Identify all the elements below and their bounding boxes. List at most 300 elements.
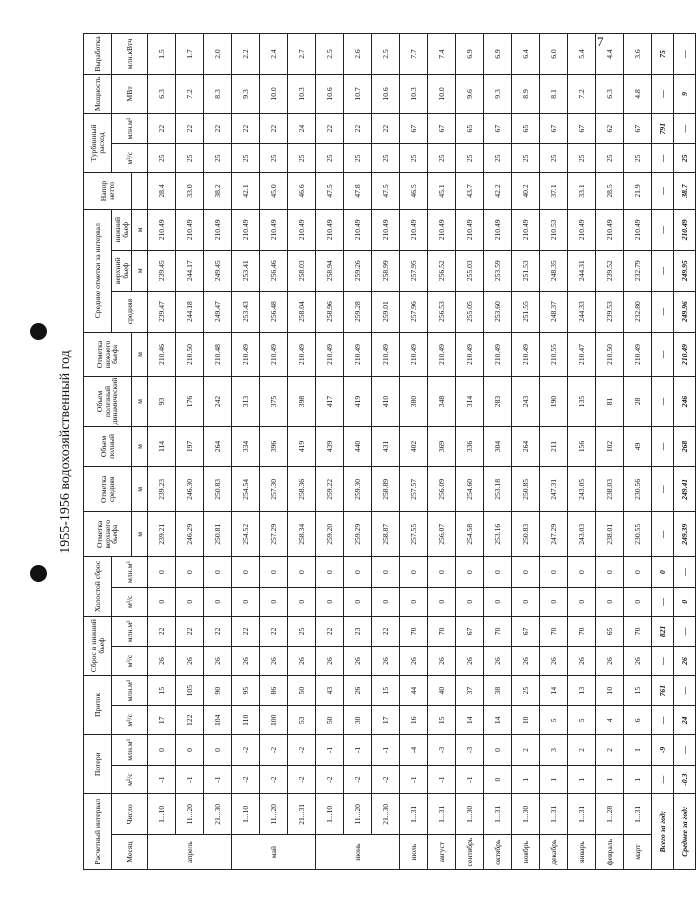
- cell-idle-vol: 0: [344, 557, 372, 588]
- cell-turb-q: 25: [316, 144, 344, 173]
- cell-turb-q: 25: [372, 144, 400, 173]
- cell-vol-useful: 398: [288, 377, 316, 426]
- cell-avg-mark: 256.48: [260, 291, 288, 332]
- cell-turb-vol: 62: [596, 113, 624, 144]
- cell-turb-vol: 22: [204, 113, 232, 144]
- average-cell: 0: [674, 587, 696, 616]
- cell-idle-q: 0: [596, 587, 624, 616]
- hdr-losses: Потери: [84, 735, 112, 794]
- cell-lower-pool: 210.49: [568, 209, 596, 250]
- cell-turb-vol: 67: [400, 113, 428, 144]
- cell-vol-full: 211: [540, 426, 568, 467]
- cell-upstream: 254.58: [456, 512, 484, 557]
- average-cell: 249.95: [674, 250, 696, 291]
- cell-upper-pool: 258.03: [288, 250, 316, 291]
- cell-vol-full: 304: [484, 426, 512, 467]
- total-cell: —: [652, 706, 674, 735]
- cell-downstream: 210.50: [176, 332, 204, 377]
- cell-avg-level: 230.56: [624, 467, 652, 512]
- cell-loss-q: 0: [484, 765, 512, 794]
- cell-disch-vol: 70: [428, 616, 456, 647]
- cell-output: 2.5: [372, 34, 400, 75]
- cell-avg-mark: 259.01: [372, 291, 400, 332]
- cell-vol-full: 114: [148, 426, 176, 467]
- cell-avg-level: 239.23: [148, 467, 176, 512]
- cell-disch-q: 26: [288, 647, 316, 676]
- cell-upstream: 258.34: [288, 512, 316, 557]
- unit-m: м: [132, 512, 148, 557]
- total-cell: —: [652, 250, 674, 291]
- cell-turb-q: 25: [540, 144, 568, 173]
- cell-avg-mark: 244.33: [568, 291, 596, 332]
- cell-head: 28.5: [596, 173, 624, 210]
- total-cell: 75: [652, 34, 674, 75]
- cell-idle-vol: 0: [512, 557, 540, 588]
- cell-idle-vol: 0: [260, 557, 288, 588]
- cell-downstream: 210.55: [540, 332, 568, 377]
- total-cell: —: [652, 765, 674, 794]
- cell-head: 42.1: [232, 173, 260, 210]
- cell-idle-q: 0: [400, 587, 428, 616]
- cell-loss-q: -2: [344, 765, 372, 794]
- cell-disch-vol: 22: [176, 616, 204, 647]
- document-title: 1955-1956 водохозяйственный год: [58, 350, 73, 554]
- cell-head: 21.9: [624, 173, 652, 210]
- cell-upstream: 247.29: [540, 512, 568, 557]
- cell-idle-vol: 0: [596, 557, 624, 588]
- cell-upstream: 250.83: [512, 512, 540, 557]
- cell-output: 4.4: [596, 34, 624, 75]
- cell-turb-q: 25: [456, 144, 484, 173]
- cell-upper-pool: 253.41: [232, 250, 260, 291]
- cell-avg-level: 254.54: [232, 467, 260, 512]
- cell-disch-vol: 70: [568, 616, 596, 647]
- cell-avg-mark: 258.96: [316, 291, 344, 332]
- cell-day: 1...31: [428, 794, 456, 835]
- cell-idle-vol: 0: [624, 557, 652, 588]
- cell-avg-mark: 239.53: [596, 291, 624, 332]
- cell-vol-useful: 313: [232, 377, 260, 426]
- total-cell: -9: [652, 735, 674, 766]
- cell-vol-useful: 243: [512, 377, 540, 426]
- cell-downstream: 210.49: [428, 332, 456, 377]
- cell-lower-pool: 210.49: [176, 209, 204, 250]
- cell-inflow-q: 14: [456, 706, 484, 735]
- cell-inflow-vol: 15: [372, 675, 400, 706]
- cell-head: 38.2: [204, 173, 232, 210]
- average-cell: —: [674, 557, 696, 588]
- hdr-full-volume: Объем полный: [84, 426, 132, 467]
- hdr-downstream-level: Отметка нижнего бьефа: [84, 332, 132, 377]
- cell-upper-pool: 257.95: [400, 250, 428, 291]
- total-cell: 821: [652, 616, 674, 647]
- cell-loss-vol: 0: [148, 735, 176, 766]
- cell-avg-mark: 248.37: [540, 291, 568, 332]
- cell-turb-vol: 22: [344, 113, 372, 144]
- average-cell: 38.7: [674, 173, 696, 210]
- cell-day: 1...31: [484, 794, 512, 835]
- cell-upstream: 254.52: [232, 512, 260, 557]
- total-cell: —: [652, 587, 674, 616]
- cell-idle-vol: 0: [484, 557, 512, 588]
- cell-vol-full: 431: [372, 426, 400, 467]
- average-cell: 210.49: [674, 209, 696, 250]
- cell-avg-level: 258.36: [288, 467, 316, 512]
- hdr-power: Мощность: [84, 75, 112, 114]
- cell-inflow-vol: 13: [568, 675, 596, 706]
- cell-inflow-q: 4: [596, 706, 624, 735]
- cell-loss-vol: -3: [456, 735, 484, 766]
- cell-day: 11...20: [344, 794, 372, 835]
- hdr-discharge-down: Сброс в нижний бьеф: [84, 616, 112, 675]
- total-label: Всего за год:: [652, 794, 674, 870]
- average-cell: 24: [674, 706, 696, 735]
- average-row: [674, 34, 696, 870]
- page-number: 7: [597, 34, 604, 49]
- unit-vol: млн.м³: [112, 557, 148, 588]
- cell-upstream: 230.55: [624, 512, 652, 557]
- cell-lower-pool: 210.53: [540, 209, 568, 250]
- unit-vol: млн.м³: [112, 616, 148, 647]
- cell-avg-mark: 259.28: [344, 291, 372, 332]
- cell-head: 43.7: [456, 173, 484, 210]
- cell-upper-pool: 232.79: [624, 250, 652, 291]
- cell-vol-useful: 190: [540, 377, 568, 426]
- cell-day: 1...10: [316, 794, 344, 835]
- cell-idle-q: 0: [512, 587, 540, 616]
- cell-upstream: 243.03: [568, 512, 596, 557]
- cell-loss-q: 1: [540, 765, 568, 794]
- cell-upstream: 259.20: [316, 512, 344, 557]
- cell-loss-vol: 3: [540, 735, 568, 766]
- cell-idle-q: 0: [372, 587, 400, 616]
- cell-upper-pool: 253.59: [484, 250, 512, 291]
- cell-avg-level: 257.30: [260, 467, 288, 512]
- cell-disch-vol: 70: [400, 616, 428, 647]
- cell-upper-pool: 239.45: [148, 250, 176, 291]
- total-cell: —: [652, 467, 674, 512]
- month-cell: июнь: [316, 835, 400, 870]
- cell-power: 7.2: [568, 75, 596, 114]
- cell-lower-pool: 210.49: [204, 209, 232, 250]
- cell-disch-q: 26: [624, 647, 652, 676]
- cell-day: 1...10: [148, 794, 176, 835]
- cell-lower-pool: 210.49: [400, 209, 428, 250]
- punch-hole-top: [30, 323, 47, 340]
- cell-loss-vol: -3: [428, 735, 456, 766]
- cell-avg-level: 258.89: [372, 467, 400, 512]
- cell-inflow-vol: 90: [204, 675, 232, 706]
- cell-turb-q: 25: [596, 144, 624, 173]
- cell-avg-level: 257.57: [400, 467, 428, 512]
- cell-upstream: 250.81: [204, 512, 232, 557]
- cell-idle-q: 0: [148, 587, 176, 616]
- cell-vol-useful: 417: [316, 377, 344, 426]
- table-row: [176, 34, 204, 870]
- cell-inflow-q: 17: [372, 706, 400, 735]
- cell-idle-vol: 0: [204, 557, 232, 588]
- cell-vol-full: 369: [428, 426, 456, 467]
- cell-idle-vol: 0: [456, 557, 484, 588]
- cell-idle-q: 0: [624, 587, 652, 616]
- cell-turb-q: 25: [568, 144, 596, 173]
- unit-vol: млн.м³: [112, 735, 148, 766]
- cell-disch-q: 26: [596, 647, 624, 676]
- cell-vol-full: 156: [568, 426, 596, 467]
- cell-disch-vol: 25: [288, 616, 316, 647]
- cell-lower-pool: 210.49: [232, 209, 260, 250]
- hdr-head: Напор нетто: [84, 173, 132, 210]
- cell-output: 2.0: [204, 34, 232, 75]
- cell-inflow-q: 104: [204, 706, 232, 735]
- unit-vol: млн.м³: [112, 113, 148, 144]
- unit-q: м³/с: [112, 765, 148, 794]
- cell-disch-q: 26: [484, 647, 512, 676]
- cell-vol-full: 396: [260, 426, 288, 467]
- cell-downstream: 210.49: [316, 332, 344, 377]
- cell-upper-pool: 249.45: [204, 250, 232, 291]
- cell-turb-vol: 22: [316, 113, 344, 144]
- cell-idle-q: 0: [568, 587, 596, 616]
- cell-inflow-vol: 15: [148, 675, 176, 706]
- cell-vol-full: 264: [204, 426, 232, 467]
- cell-inflow-q: 17: [148, 706, 176, 735]
- cell-disch-vol: 70: [484, 616, 512, 647]
- table-row: [344, 34, 372, 870]
- cell-inflow-vol: 40: [428, 675, 456, 706]
- cell-inflow-vol: 25: [512, 675, 540, 706]
- cell-inflow-q: 110: [232, 706, 260, 735]
- cell-inflow-vol: 105: [176, 675, 204, 706]
- table-row: [484, 34, 512, 870]
- hdr-month: Месяц: [112, 835, 148, 870]
- cell-inflow-vol: 50: [288, 675, 316, 706]
- cell-output: 2.4: [260, 34, 288, 75]
- cell-output: 6.9: [484, 34, 512, 75]
- cell-day: 1...30: [512, 794, 540, 835]
- cell-disch-vol: 70: [624, 616, 652, 647]
- cell-turb-vol: 67: [624, 113, 652, 144]
- cell-upper-pool: 244.17: [176, 250, 204, 291]
- water-balance-table: [83, 33, 696, 870]
- cell-head: 42.2: [484, 173, 512, 210]
- cell-idle-vol: 0: [176, 557, 204, 588]
- cell-turb-q: 25: [400, 144, 428, 173]
- cell-inflow-vol: 26: [344, 675, 372, 706]
- cell-idle-q: 0: [428, 587, 456, 616]
- cell-idle-q: 0: [484, 587, 512, 616]
- cell-inflow-q: 5: [540, 706, 568, 735]
- average-cell: 210.49: [674, 332, 696, 377]
- cell-idle-q: 0: [232, 587, 260, 616]
- cell-loss-vol: -2: [260, 735, 288, 766]
- cell-disch-q: 26: [568, 647, 596, 676]
- month-cell: март: [624, 835, 652, 870]
- cell-turb-vol: 22: [148, 113, 176, 144]
- cell-upper-pool: 244.31: [568, 250, 596, 291]
- cell-head: 33.1: [568, 173, 596, 210]
- cell-idle-q: 0: [288, 587, 316, 616]
- cell-avg-mark: 251.55: [512, 291, 540, 332]
- cell-turb-q: 25: [148, 144, 176, 173]
- cell-inflow-q: 100: [260, 706, 288, 735]
- cell-head: 40.2: [512, 173, 540, 210]
- cell-head: 33.0: [176, 173, 204, 210]
- cell-vol-useful: 410: [372, 377, 400, 426]
- cell-idle-q: 0: [260, 587, 288, 616]
- table-row: [568, 34, 596, 870]
- cell-idle-vol: 0: [372, 557, 400, 588]
- cell-inflow-q: 30: [344, 706, 372, 735]
- cell-turb-q: 25: [260, 144, 288, 173]
- cell-inflow-q: 5: [568, 706, 596, 735]
- month-cell: январь: [568, 835, 596, 870]
- cell-vol-full: 49: [624, 426, 652, 467]
- cell-power: 9.3: [484, 75, 512, 114]
- cell-vol-full: 439: [316, 426, 344, 467]
- cell-downstream: 210.49: [344, 332, 372, 377]
- cell-turb-q: 25: [428, 144, 456, 173]
- cell-avg-level: 243.05: [568, 467, 596, 512]
- cell-loss-vol: -2: [232, 735, 260, 766]
- cell-inflow-vol: 86: [260, 675, 288, 706]
- cell-upper-pool: 239.52: [596, 250, 624, 291]
- cell-loss-q: 1: [596, 765, 624, 794]
- cell-idle-q: 0: [344, 587, 372, 616]
- cell-downstream: 210.48: [204, 332, 232, 377]
- cell-loss-vol: 2: [512, 735, 540, 766]
- table-row: [316, 34, 344, 870]
- cell-disch-q: 26: [372, 647, 400, 676]
- cell-turb-vol: 65: [512, 113, 540, 144]
- cell-disch-vol: 22: [260, 616, 288, 647]
- cell-output: 1.5: [148, 34, 176, 75]
- cell-loss-vol: 2: [596, 735, 624, 766]
- hdr-avg-marks: Средние отметки за интервал: [84, 209, 112, 332]
- cell-upper-pool: 256.52: [428, 250, 456, 291]
- cell-turb-vol: 24: [288, 113, 316, 144]
- cell-lower-pool: 210.49: [624, 209, 652, 250]
- cell-turb-vol: 22: [232, 113, 260, 144]
- punch-hole-bottom: [30, 565, 47, 582]
- cell-loss-vol: 1: [624, 735, 652, 766]
- total-cell: —: [652, 291, 674, 332]
- cell-disch-q: 26: [428, 647, 456, 676]
- cell-disch-q: 26: [344, 647, 372, 676]
- cell-avg-level: 259.30: [344, 467, 372, 512]
- cell-idle-q: 0: [456, 587, 484, 616]
- cell-loss-q: -2: [260, 765, 288, 794]
- cell-idle-q: 0: [204, 587, 232, 616]
- cell-loss-vol: -4: [400, 735, 428, 766]
- cell-upstream: 253.16: [484, 512, 512, 557]
- cell-downstream: 210.49: [260, 332, 288, 377]
- cell-lower-pool: 210.49: [148, 209, 176, 250]
- hdr-interval: Расчетный интервал: [84, 794, 112, 870]
- cell-avg-level: 250.85: [512, 467, 540, 512]
- month-cell: май: [232, 835, 316, 870]
- cell-turb-q: 25: [344, 144, 372, 173]
- average-cell: 249.41: [674, 467, 696, 512]
- cell-vol-useful: 135: [568, 377, 596, 426]
- cell-loss-q: 1: [624, 765, 652, 794]
- cell-inflow-vol: 15: [624, 675, 652, 706]
- cell-idle-vol: 0: [400, 557, 428, 588]
- table-row: [596, 34, 624, 870]
- cell-idle-vol: 0: [288, 557, 316, 588]
- cell-upstream: 259.29: [344, 512, 372, 557]
- cell-power: 7.2: [176, 75, 204, 114]
- cell-inflow-vol: 38: [484, 675, 512, 706]
- unit-q: м³/с: [112, 706, 148, 735]
- table-row: [400, 34, 428, 870]
- cell-downstream: 210.49: [288, 332, 316, 377]
- cell-lower-pool: 210.49: [316, 209, 344, 250]
- average-cell: 26: [674, 647, 696, 676]
- cell-avg-mark: 253.43: [232, 291, 260, 332]
- cell-turb-vol: 67: [540, 113, 568, 144]
- cell-loss-q: -1: [400, 765, 428, 794]
- hdr-avg: средняя: [112, 291, 148, 332]
- month-cell: апрель: [148, 835, 232, 870]
- cell-vol-useful: 380: [400, 377, 428, 426]
- cell-avg-mark: 239.47: [148, 291, 176, 332]
- cell-avg-level: 247.31: [540, 467, 568, 512]
- table-row: [148, 34, 176, 870]
- cell-day: 11...20: [260, 794, 288, 835]
- hdr-useful-volume: Объем полезный динамический: [84, 377, 132, 426]
- cell-head: 37.1: [540, 173, 568, 210]
- hdr-upstream-level: Отметка верхнего бьефа: [84, 512, 132, 557]
- cell-power: 10.3: [288, 75, 316, 114]
- cell-turb-q: 25: [624, 144, 652, 173]
- cell-idle-vol: 0: [232, 557, 260, 588]
- cell-head: 47.5: [372, 173, 400, 210]
- cell-upper-pool: 259.26: [344, 250, 372, 291]
- average-cell: 249.39: [674, 512, 696, 557]
- cell-upstream: 257.29: [260, 512, 288, 557]
- cell-vol-useful: 419: [344, 377, 372, 426]
- table-row: [512, 34, 540, 870]
- cell-head: 46.5: [400, 173, 428, 210]
- cell-power: 10.3: [400, 75, 428, 114]
- hdr-turbine-flow: Турбинный расход: [84, 113, 112, 172]
- cell-idle-vol: 0: [540, 557, 568, 588]
- cell-turb-vol: 65: [456, 113, 484, 144]
- average-cell: —: [674, 113, 696, 144]
- cell-power: 10.0: [428, 75, 456, 114]
- cell-avg-mark: 244.18: [176, 291, 204, 332]
- cell-turb-q: 25: [204, 144, 232, 173]
- cell-day: 21...31: [288, 794, 316, 835]
- cell-day: 1...10: [232, 794, 260, 835]
- cell-turb-q: 25: [176, 144, 204, 173]
- table-row: [428, 34, 456, 870]
- cell-inflow-q: 53: [288, 706, 316, 735]
- cell-disch-q: 26: [316, 647, 344, 676]
- cell-vol-useful: 28: [624, 377, 652, 426]
- cell-idle-q: 0: [316, 587, 344, 616]
- cell-vol-useful: 314: [456, 377, 484, 426]
- unit-m: м: [132, 250, 148, 291]
- cell-downstream: 210.49: [456, 332, 484, 377]
- unit-vol: млн.м³: [112, 675, 148, 706]
- cell-inflow-q: 16: [400, 706, 428, 735]
- cell-power: 8.1: [540, 75, 568, 114]
- cell-day: 1...31: [624, 794, 652, 835]
- average-label: Среднее за год:: [674, 794, 696, 870]
- cell-inflow-q: 50: [316, 706, 344, 735]
